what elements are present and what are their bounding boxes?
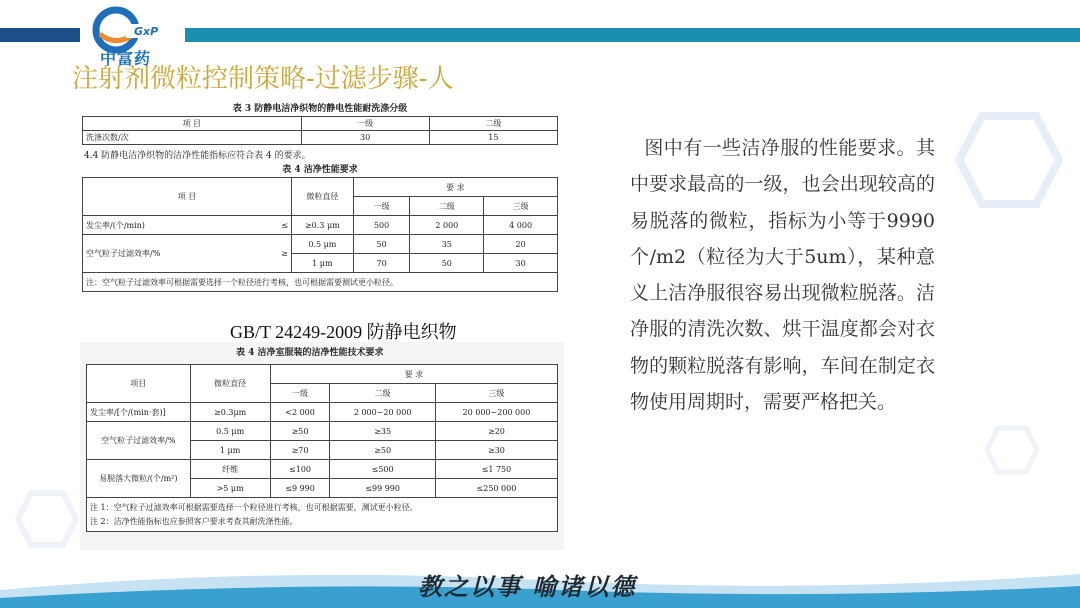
- cleanroom-cell: 纤维: [190, 460, 270, 479]
- table3-row-label: 洗涤次数/次: [83, 131, 302, 145]
- cleanroom-cell: 0.5 μm: [190, 422, 270, 441]
- logo-text: 中富药: [100, 49, 152, 68]
- table4-cell: 50: [410, 254, 484, 273]
- cleanroom-cell: ≥35: [330, 422, 435, 441]
- cleanroom-cell: ≥0.3μm: [190, 403, 270, 422]
- cleanroom-header-diameter: 微粒直径: [190, 365, 270, 403]
- cleanroom-grade: 二级: [330, 384, 435, 403]
- cleanroom-cell: ≥50: [270, 422, 330, 441]
- table3-cell: 30: [301, 131, 429, 145]
- cleanroom-cell: ≤250 000: [435, 479, 557, 498]
- table4-grade: 一级: [353, 197, 410, 216]
- table3-header-grade1: 一级: [301, 117, 429, 131]
- table4-cell: 35: [410, 235, 484, 254]
- cleanroom-row-label: 发尘率/[个/(min·套)]: [87, 403, 191, 422]
- table4-row-label: 空气粒子过滤效率/%: [83, 235, 263, 273]
- table4-header-diameter: 微粒直径: [291, 178, 353, 216]
- table3-header-grade2: 二级: [429, 117, 557, 131]
- cleanroom-header-item: 项目: [87, 365, 191, 403]
- table4-cell: 50: [353, 235, 410, 254]
- cleanroom-note-2: 注 2：洁净性能指标也应参照客户要求考查其耐洗涤性能。: [90, 516, 298, 526]
- description-block: [630, 130, 935, 420]
- standard-table-scan-1: [82, 102, 558, 312]
- cleanroom-note-1: 注 1：空气粒子过滤效率可根据需要选择一个粒径进行考核，也可根据需要，测试更小粒径。: [90, 502, 418, 512]
- table3-caption: 表 3 防静电洁净织物的静电性能耐洗涤分级: [232, 104, 408, 114]
- table4-cell: 20: [484, 235, 558, 254]
- cleanroom-cell: ≤99 990: [330, 479, 435, 498]
- table4: [82, 177, 558, 292]
- cleanroom-notes: [87, 498, 558, 532]
- hexagon-decoration-icon: [15, 490, 79, 548]
- description-text: 图中有一些洁净服的性能要求。其中要求最高的一级，也会出现较高的易脱落的微粒，指标为小等于9990个/m2（粒径为大于5um），某种意义上洁净服很容易出现微粒脱落。洁净服的清洗次数、烘干温度都会对衣物的颗粒脱落有影响，车间在制定衣物使用周期时，需要严格把关。: [630, 137, 935, 414]
- logo-badge: GxP: [134, 25, 159, 38]
- table4-cell: ≥0.3 μm: [291, 216, 353, 235]
- table4-caption: 表 4 洁净性能要求: [282, 165, 358, 175]
- standard-caption: GB/T 24249-2009 防静电织物: [230, 322, 457, 342]
- cleanroom-cell: ≥70: [270, 441, 330, 460]
- standard-table-scan-2: [80, 342, 564, 550]
- table3-cell: 15: [429, 131, 557, 145]
- header-bar-left: [0, 28, 80, 42]
- table4-cell: 70: [353, 254, 410, 273]
- cleanroom-header-requirement: 要 求: [270, 365, 557, 384]
- table-cleanroom: [86, 364, 558, 532]
- table3: [82, 116, 558, 145]
- cleanroom-cell: ≤1 750: [435, 460, 557, 479]
- cleanroom-cell: ≥50: [330, 441, 435, 460]
- table4-cell: 0.5 μm: [291, 235, 353, 254]
- table4-row-label: 发尘率/(个/min): [83, 216, 263, 235]
- cleanroom-cell: 1 μm: [190, 441, 270, 460]
- cleanroom-cell: ≤100: [270, 460, 330, 479]
- cleanroom-cell: ≤500: [330, 460, 435, 479]
- table-cleanroom-caption: 表 4 洁净室服装的洁净性能技术要求: [236, 348, 384, 358]
- table4-operator: ≥: [262, 235, 291, 273]
- clause-4-4: 4.4 防静电洁净织物的洁净性能指标应符合表 4 的要求。: [84, 151, 311, 161]
- cleanroom-cell: 20 000~200 000: [435, 403, 557, 422]
- page-title: 注射剂微粒控制策略-过滤步骤-人: [72, 64, 454, 94]
- table4-cell: 1 μm: [291, 254, 353, 273]
- table4-operator: ≤: [262, 216, 291, 235]
- table4-grade: 三级: [484, 197, 558, 216]
- header-bar-right: [185, 28, 1080, 42]
- cleanroom-cell: >5 μm: [190, 479, 270, 498]
- cleanroom-cell: <2 000: [270, 403, 330, 422]
- table3-header-item: 项 目: [83, 117, 302, 131]
- hexagon-decoration-icon: [955, 112, 1063, 208]
- table4-note: 注：空气粒子过滤效率可根据需要选择一个粒径进行考核，也可根据需要测试更小粒径。: [83, 273, 558, 292]
- cleanroom-cell: ≥20: [435, 422, 557, 441]
- cleanroom-grade: 一级: [270, 384, 330, 403]
- cleanroom-grade: 三级: [435, 384, 557, 403]
- table4-cell: 500: [353, 216, 410, 235]
- table4-grade: 二级: [410, 197, 484, 216]
- footer-motto: 教之以事 喻诸以德: [418, 572, 637, 601]
- table4-cell: 4 000: [484, 216, 558, 235]
- hexagon-decoration-icon: [984, 425, 1040, 475]
- cleanroom-row-label: 空气粒子过滤效率/%: [87, 422, 191, 460]
- table4-cell: 2 000: [410, 216, 484, 235]
- cleanroom-cell: ≥30: [435, 441, 557, 460]
- table4-header-item: 项 目: [83, 178, 292, 216]
- cleanroom-row-label: 易脱落大微粒/(个/m²): [87, 460, 191, 498]
- cleanroom-cell: ≤9 990: [270, 479, 330, 498]
- table4-cell: 30: [484, 254, 558, 273]
- table4-header-requirement: 要 求: [353, 178, 557, 197]
- cleanroom-cell: 2 000~20 000: [330, 403, 435, 422]
